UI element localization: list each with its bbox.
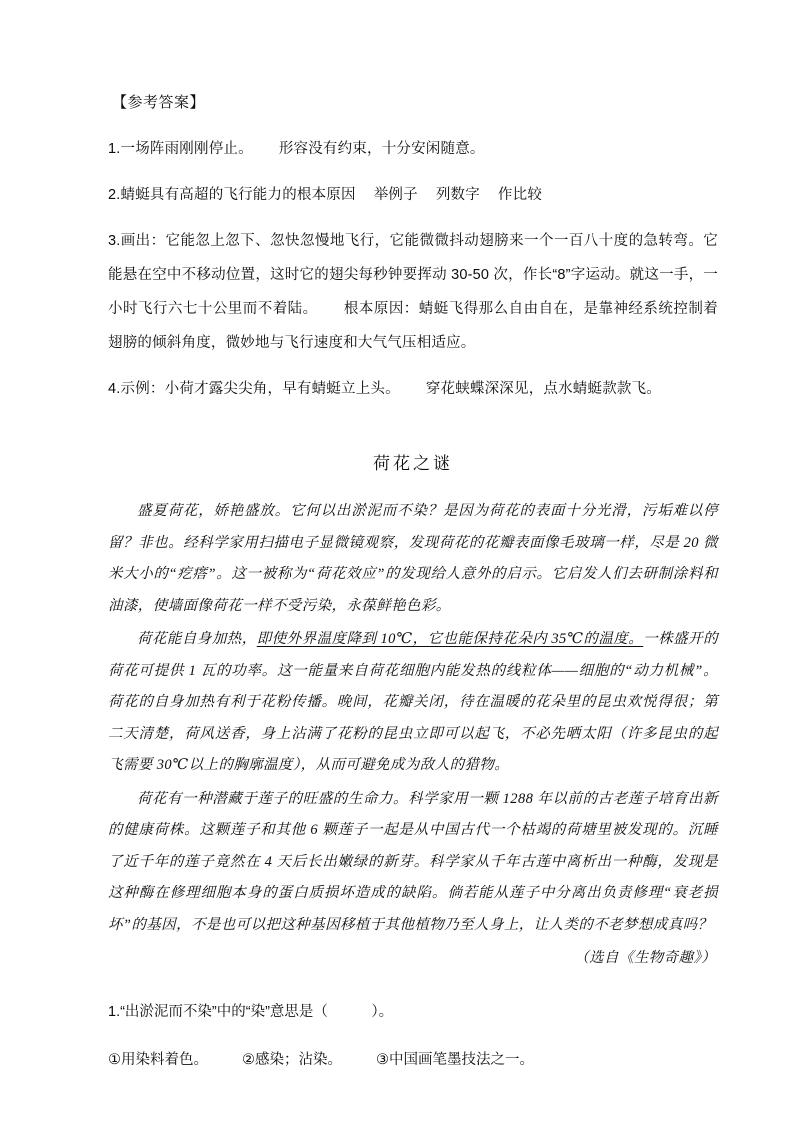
- question-1-options: [108, 1043, 718, 1077]
- option-3-marker: ③: [376, 1051, 389, 1068]
- question-1-number: 1.: [108, 1003, 121, 1020]
- paragraph-2-underlined-sentence: 即使外界温度降到 10℃，它也能保持花朵内 35℃的温度。: [256, 631, 644, 647]
- answer-item-4: [108, 372, 718, 406]
- answer-item-3-text-a: 画出：它能忽上忽下、忽快忽慢地飞行，它能微微抖动翅膀来一个一百八十度的急转弯。它能悬在空中不移动位置，这时它的翅尖每秒钟要挥动 30-50 次，作长“8”字运动。就这一手，一小时飞行六七十公里而不着陆。: [108, 233, 718, 317]
- answer-item-2-text-c: 列数字: [435, 187, 480, 203]
- answer-item-3-text-b: 根本原因：蜻蜓飞得那么自由自在，是靠神经系统控制着翅膀的倾斜角度，微妙地与飞行速度和大气气压相适应。: [108, 301, 718, 351]
- question-1-stem-end: 。: [378, 1003, 394, 1020]
- option-2-marker: ②: [242, 1051, 255, 1068]
- passage-source-attribution: （选自《生物奇趣》）: [574, 950, 716, 966]
- answer-key-heading: 【参考答案】: [112, 94, 206, 111]
- answer-item-2: [108, 178, 718, 212]
- answer-item-4-text-a: 示例：小荷才露尖尖角，早有蜻蜓立上头。: [120, 381, 400, 397]
- passage-paragraph-3: 荷花有一种潜藏于莲子的旺盛的生命力。科学家用一颗 1288 年以前的古老莲子培育出新的健康荷株。这颗莲子和其他 6 颗莲子一起是从中国古代一个枯竭的荷塘里被发现的。沉睡了近千年的莲子竟然在 4 天后长出嫩绿的新芽。科学家从千年古莲中离析出一种酶，发现是这种酶在修理细胞本身的蛋白质损坏造成的缺陷。倘若能从莲子中分离出负责修理“衰老损坏”的基因，不是也可以把这种基因移植于其他植物乃至人身上，让人类的不老梦想成真吗？: [108, 790, 718, 933]
- question-1-stem: “出淤泥而不染”中的“染”意思是: [120, 1003, 314, 1020]
- questions-section: [108, 995, 718, 1077]
- answer-item-4-text-b: 穿花蛱蝶深深见，点水蜻蜓款款飞。: [425, 381, 662, 397]
- option-1-text: 用染料着色。: [121, 1051, 208, 1068]
- option-2-text: 感染；沾染。: [255, 1051, 342, 1068]
- paragraph-2-rest: 一株盛开的荷花可提供 1 瓦的功率。这一能量来自荷花细胞内能发热的线粒体——细胞的“动力机械”。荷花的自身加热有利于花粉传播。晚间，花瓣关闭，待在温暖的花朵里的昆虫欢悦得很；第二天清楚，荷风送香，身上沾满了花粉的昆虫立即可以起飞，不必先晒太阳（许多昆虫的起飞需要 30℃以上的胸廓温度），从而可避免成为敌人的猎物。: [108, 631, 719, 773]
- answer-item-1-text-b: 形容没有约束，十分安闲随意。: [278, 141, 485, 157]
- answer-key-section: [108, 88, 718, 406]
- answer-item-1: [108, 132, 718, 166]
- option-3-text: 中国画笔墨技法之一。: [389, 1051, 534, 1068]
- answer-item-1-number: 1.: [108, 141, 121, 157]
- passage-paragraph-1: 盛夏荷花，娇艳盛放。它何以出淤泥而不染？是因为荷花的表面十分光滑，污垢难以停留？非也。经科学家用扫描电子显微镜观察，发现荷花的花瓣表面像毛玻璃一样，尽是 20 微米大小的“疙瘩”。这一被称为“荷花效应”的发现给人意外的启示。它启发人们去研制涂料和油漆，使墙面像荷花一样不受污染，永葆鲜艳色彩。: [108, 503, 718, 614]
- option-2[interactable]: [242, 1052, 342, 1068]
- reading-passage: [108, 450, 718, 975]
- option-1[interactable]: [108, 1052, 208, 1068]
- option-3[interactable]: [376, 1052, 534, 1068]
- option-1-marker: ①: [108, 1051, 121, 1068]
- passage-paragraph-2: [108, 624, 718, 782]
- answer-item-2-text-d: 作比较: [497, 187, 543, 203]
- answer-item-1-text-a: 一场阵雨刚刚停止。: [120, 141, 253, 157]
- question-1-answer-blank[interactable]: （ ）: [313, 1003, 379, 1020]
- answer-item-3: [108, 224, 718, 360]
- passage-title: 荷花之谜: [373, 454, 453, 473]
- paragraph-2-lead: 荷花能自身加热，: [137, 631, 257, 647]
- answer-item-3-number: 3.: [108, 233, 121, 249]
- answer-item-2-number: 2.: [108, 187, 121, 203]
- question-1: [108, 995, 718, 1029]
- answer-item-4-number: 4.: [108, 381, 121, 397]
- answer-item-2-text-b: 举例子: [373, 187, 418, 203]
- answer-item-2-text-a: 蜻蜓具有高超的飞行能力的根本原因: [120, 187, 356, 203]
